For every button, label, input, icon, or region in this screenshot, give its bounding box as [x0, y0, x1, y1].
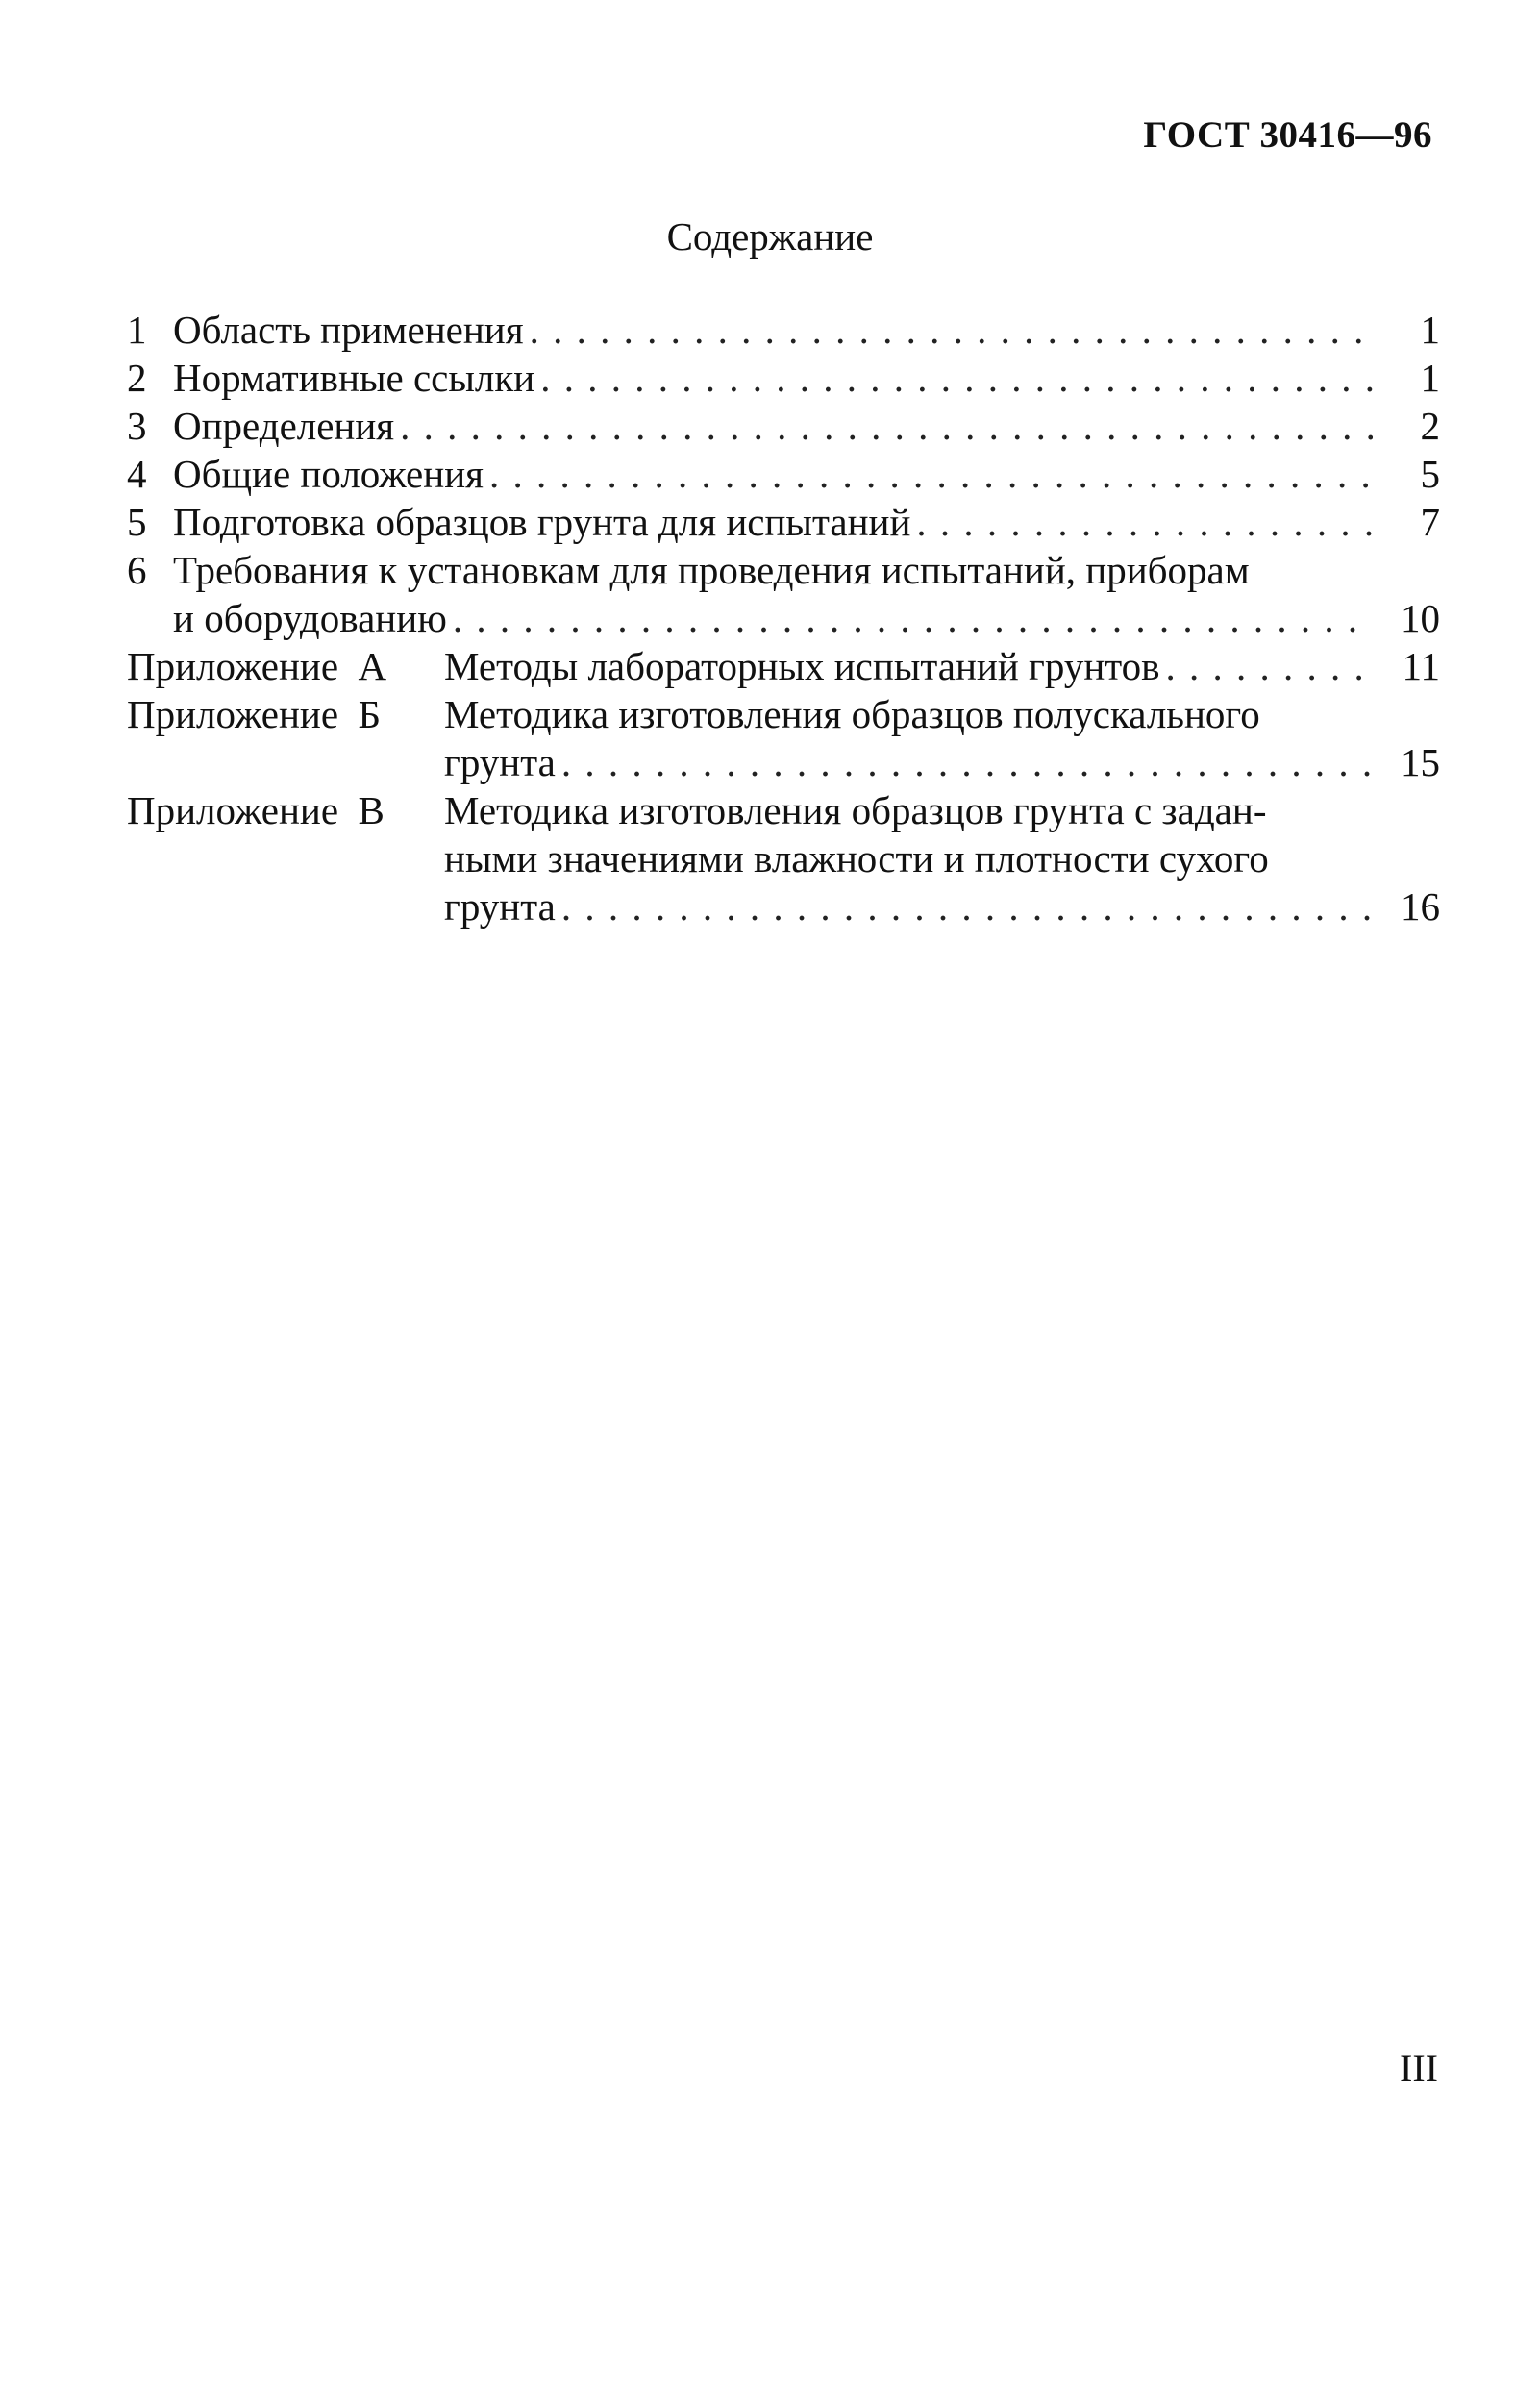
document-code: ГОСТ 30416—96: [1143, 114, 1432, 156]
toc-title: Содержание: [666, 214, 874, 259]
toc-entry-page: 7: [1420, 500, 1440, 544]
dot-leader: [916, 498, 1373, 546]
page-number: III: [1400, 2047, 1438, 2090]
toc-entry-4[interactable]: [127, 450, 1440, 498]
toc-appendix-b-line-1[interactable]: [127, 690, 1440, 738]
dot-leader: [1166, 642, 1373, 690]
toc-entry-title: Область применения: [173, 308, 524, 352]
appendix-page: 11: [1402, 644, 1440, 688]
toc-entry-6-line-2[interactable]: [127, 594, 1440, 642]
appendix-page: 16: [1401, 884, 1440, 929]
toc-entry-title: Общие положения: [173, 452, 484, 496]
appendix-title-continued: грунта: [444, 884, 556, 929]
toc-entry-title: Требования к установкам для проведения испытаний, приборам: [173, 548, 1250, 592]
toc-entry-page: 1: [1420, 308, 1440, 352]
appendix-label: Приложение Б: [127, 692, 382, 736]
toc-appendix-a[interactable]: [127, 642, 1440, 690]
toc-entry-page: 5: [1420, 452, 1440, 496]
dot-leader: [561, 882, 1373, 930]
toc-entry-number: 6: [127, 548, 147, 592]
appendix-title: Методика изготовления образцов полускального: [444, 692, 1260, 736]
toc-appendix-c-line-1[interactable]: [127, 786, 1440, 834]
dot-leader: [453, 594, 1373, 642]
table-of-contents: [127, 306, 1440, 930]
toc-entry-number: 2: [127, 356, 147, 400]
toc-entry-5[interactable]: [127, 498, 1440, 546]
toc-entry-page: 1: [1420, 356, 1440, 400]
dot-leader: [400, 402, 1373, 450]
toc-appendix-c-line-3[interactable]: [127, 882, 1440, 930]
dot-leader: [561, 738, 1373, 786]
toc-entry-2[interactable]: [127, 354, 1440, 402]
dot-leader: [489, 450, 1373, 498]
toc-entry-title: Нормативные ссылки: [173, 356, 535, 400]
appendix-title-continued: грунта: [444, 740, 556, 784]
toc-entry-number: 4: [127, 452, 147, 496]
toc-entry-6-line-1[interactable]: [127, 546, 1440, 594]
appendix-title-continued: ными значениями влажности и плотности сухого: [444, 836, 1269, 881]
appendix-title: Методика изготовления образцов грунта с задан-: [444, 788, 1267, 832]
toc-entry-title-continued: и оборудованию: [173, 596, 447, 640]
toc-entry-3[interactable]: [127, 402, 1440, 450]
toc-entry-number: 1: [127, 308, 147, 352]
dot-leader: [540, 354, 1373, 402]
toc-appendix-c-line-2[interactable]: [127, 834, 1440, 882]
toc-appendix-b-line-2[interactable]: [127, 738, 1440, 786]
appendix-title: Методы лабораторных испытаний грунтов: [444, 644, 1160, 688]
toc-entry-number: 3: [127, 404, 147, 448]
toc-entry-title: Подготовка образцов грунта для испытаний: [173, 500, 911, 544]
toc-entry-title: Определения: [173, 404, 395, 448]
appendix-label: Приложение А: [127, 644, 387, 688]
toc-entry-page: 2: [1420, 404, 1440, 448]
toc-entry-1[interactable]: [127, 306, 1440, 354]
appendix-page: 15: [1401, 740, 1440, 784]
toc-entry-page: 10: [1401, 596, 1440, 640]
toc-entry-number: 5: [127, 500, 147, 544]
appendix-label: Приложение В: [127, 788, 385, 832]
dot-leader: [530, 306, 1373, 354]
